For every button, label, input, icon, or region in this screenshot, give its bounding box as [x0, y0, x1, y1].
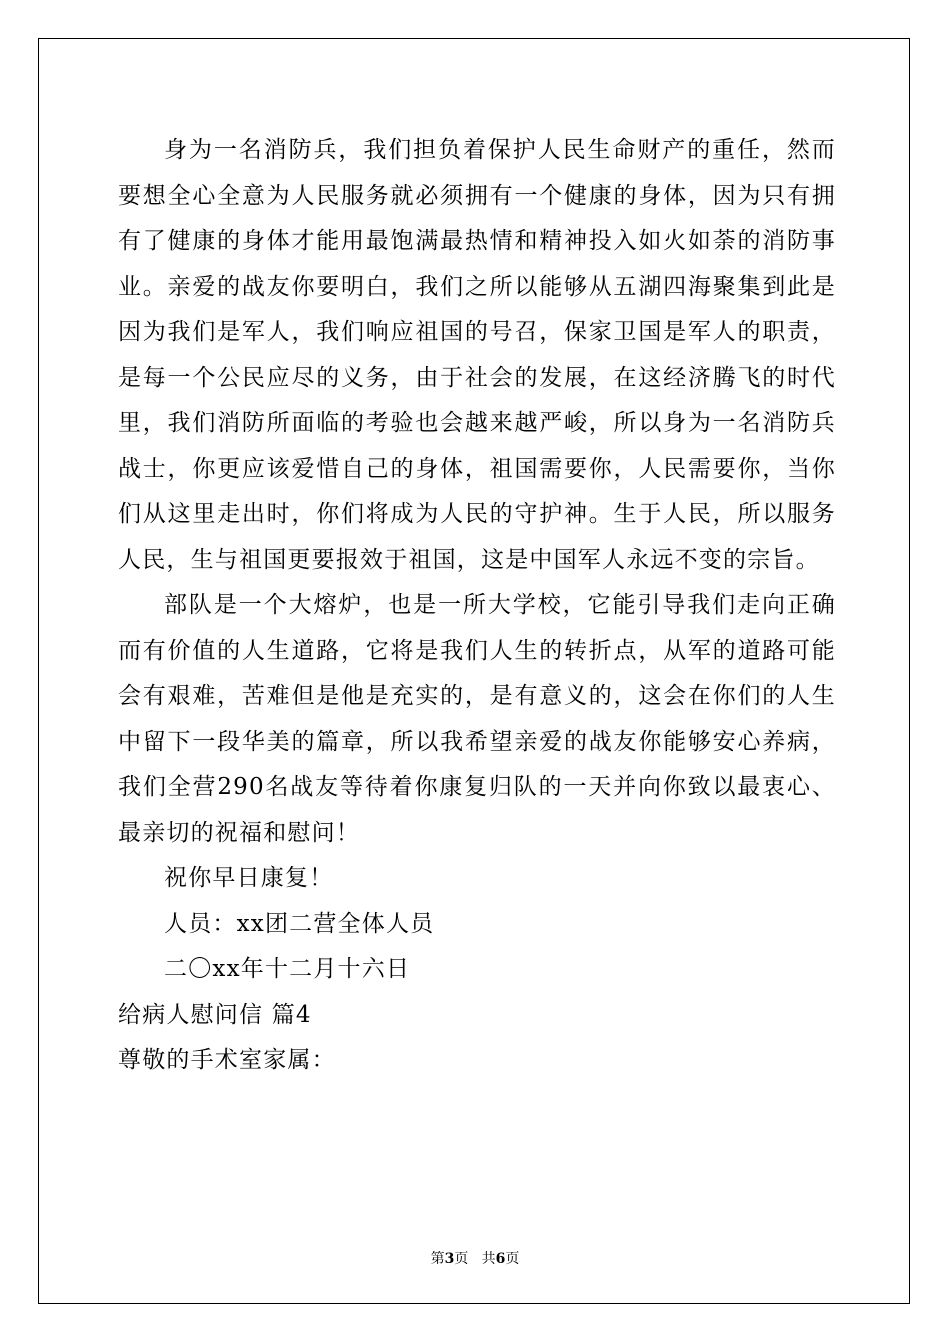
signature: 人员：xx团二营全体人员 [164, 910, 435, 937]
footer-page-mid: 页 共 [454, 1251, 496, 1267]
footer-page-number: 3 [444, 1251, 455, 1267]
paragraph-2: 部队是一个大熔炉，也是一所大学校，它能引导我们走向正确而有价值的人生道路，它将是我们人生的转折点，从军的道路可能会有艰难，苦难但是他是充实的，是有意义的，这会在你们的人生中留下一段华美的篇章，所以我希望亲爱的战友你能够安心养病，我们全营290名战友等待着你康复归队的一天并向你致以最衷心、最亲切的祝福和慰问！ [118, 592, 836, 846]
footer-total-pages: 6 [495, 1251, 506, 1267]
date-line: 二〇xx年十二月十六日 [164, 956, 411, 982]
footer-page-prefix: 第 [430, 1251, 445, 1267]
closing-wish: 祝你早日康复！ [164, 865, 334, 891]
paragraph-1: 身为一名消防兵，我们担负着保护人民生命财产的重任，然而要想全心全意为人民服务就必须拥有一个健康的身体，因为只有拥有了健康的身体才能用最饱满最热情和精神投入如火如荼的消防事业。亲爱的战友你要明白，我们之所以能够从五湖四海聚集到此是因为我们是军人，我们响应祖国的号召，保家卫国是军人的职责，是每一个公民应尽的义务，由于社会的发展，在这经济腾飞的时代里，我们消防所面临的考验也会越来越严峻，所以身为一名消防兵战士，你更应该爱惜自己的身体，祖国需要你，人民需要你，当你们从这里走出时，你们将成为人民的守护神。生于人民，所以服务人民，生与祖国更要报效于祖国，这是中国军人永远不变的宗旨。 [118, 137, 836, 573]
page-footer [0, 1248, 950, 1268]
document-body [118, 128, 836, 1084]
footer-page-suffix: 页 [505, 1251, 520, 1267]
next-letter-salutation: 尊敬的手术室家属： [118, 1047, 336, 1073]
next-letter-title: 给病人慰问信 篇4 [118, 1001, 312, 1028]
